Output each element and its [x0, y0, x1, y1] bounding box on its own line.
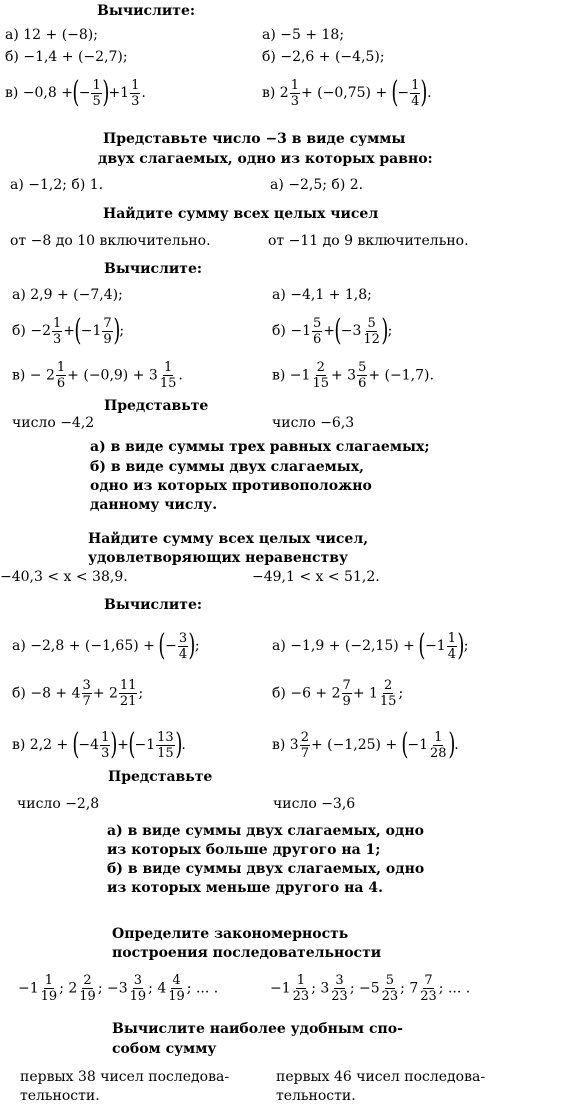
task-6-left: −40,3 < x < 38,9.	[0, 569, 128, 585]
task-10-right-line2: тельности.	[276, 1088, 356, 1104]
heading-sequence-pattern: Определите закономерность	[112, 926, 349, 942]
heading-sum-integers-2: Найдите сумму всех целых чисел,	[88, 531, 369, 547]
task-7a-right: а) −1,9 + (−2,15) + (−1 $\frac{1}{4}$ );	[272, 628, 469, 663]
task-10-left: первых 38 чисел последова-	[20, 1069, 230, 1085]
task-7b-right: б) −6 + 2 $\frac{7}{9}$ + 1 $\frac{2}{15}$ ;	[272, 678, 404, 709]
task-8-condition-b-line2: из которых меньше другого на 4.	[107, 880, 383, 896]
heading-convenient-sum-line2: собом сумму	[112, 1041, 217, 1057]
heading-calculate-2: Вычислите:	[104, 261, 203, 277]
task-4b-left: б) −2 $\frac{1}{3}$ +(−1 $\frac{7}{9}$ );	[12, 313, 125, 348]
task-7c-right: в) 3 $\frac{2}{7}$ + (−1,25) + (−1 $\frac{1}{28}$ ).	[272, 727, 459, 762]
task-5-condition-b: б) в виде суммы двух слагаемых,	[90, 459, 365, 475]
task-4a-left: а) 2,9 + (−7,4);	[12, 287, 123, 303]
heading-sum-integers-2-line2: удовлетворяющих неравенству	[88, 550, 348, 566]
task-1b-right: б) −2,6 + (−4,5);	[262, 49, 385, 65]
task-10-left-line2: тельности.	[20, 1088, 100, 1104]
heading-represent-2: Представьте	[104, 398, 209, 414]
task-1b-left: б) −1,4 + (−2,7);	[5, 49, 128, 65]
heading-calculate-3: Вычислите:	[104, 597, 203, 613]
task-1a-right: а) −5 + 18;	[262, 27, 345, 43]
heading-represent-3: Представьте	[108, 769, 213, 785]
heading-convenient-sum: Вычислите наиболее удобным спо-	[112, 1021, 403, 1037]
task-2-left: а) −1,2; б) 1.	[10, 177, 104, 193]
task-4c-right: в) −1 $\frac{2}{15}$ + 3 $\frac{5}{6}$ + (−1,7).	[272, 360, 434, 391]
task-5-left: число −4,2	[12, 415, 95, 431]
task-5-right: число −6,3	[272, 415, 355, 431]
task-7c-left: в) 2,2 + (−4 $\frac{1}{3}$ )+(−1 $\frac{13}{15}$ ).	[12, 727, 186, 762]
task-10-right: первых 46 чисел последова-	[276, 1069, 486, 1085]
task-8-condition-a: а) в виде суммы двух слагаемых, одно	[107, 823, 424, 839]
heading-sum-integers-1: Найдите сумму всех целых чисел	[103, 206, 379, 222]
task-4a-right: а) −4,1 + 1,8;	[272, 287, 372, 303]
task-7a-left: а) −2,8 + (−1,65) + (− $\frac{3}{4}$ );	[12, 628, 200, 663]
task-4c-left: в) − 2 $\frac{1}{6}$ + (−0,9) + 3 $\frac{1}{15}$ .	[12, 360, 183, 391]
task-7b-left: б) −8 + 4 $\frac{3}{7}$ + 2 $\frac{11}{21}$ ;	[12, 678, 144, 709]
task-3-left: от −8 до 10 включительно.	[10, 233, 211, 249]
heading-calculate-1: Вычислите:	[97, 3, 196, 19]
heading-represent-1-line2: двух слагаемых, одно из которых равно:	[98, 151, 433, 167]
sequence-right: −1 $\frac{1}{23}$ ; 3 $\frac{3}{23}$ ; −5 $\frac{5}{23}$ ; 7 $\frac{7}{23}$ ; ... .	[270, 973, 471, 1004]
task-8-condition-a-line2: из которых больше другого на 1;	[107, 842, 381, 858]
task-4b-right: б) −1 $\frac{5}{6}$ +(−3 $\frac{5}{12}$ );	[272, 313, 393, 348]
task-8-right: число −3,6	[273, 796, 356, 812]
task-6-right: −49,1 < x < 51,2.	[252, 569, 380, 585]
sequence-left: −1 $\frac{1}{19}$ ; 2 $\frac{2}{19}$ ; −3 $\frac{3}{19}$ ; 4 $\frac{4}{19}$ ; ... .	[18, 973, 219, 1004]
task-5-condition-b-line2: одно из которых противоположно	[90, 478, 372, 494]
task-8-condition-b: б) в виде суммы двух слагаемых, одно	[107, 861, 425, 877]
task-5-condition-a: а) в виде суммы трех равных слагаемых;	[90, 439, 430, 455]
task-5-condition-b-line3: данному числу.	[90, 497, 218, 513]
task-8-left: число −2,8	[17, 796, 100, 812]
task-2-right: а) −2,5; б) 2.	[270, 177, 364, 193]
task-1c-right: в) 2 $\frac{1}{3}$ + (−0,75) + (− $\frac{1}{4}$ ).	[262, 75, 432, 110]
task-3-right: от −11 до 9 включительно.	[268, 233, 469, 249]
task-1a-left: а) 12 + (−8);	[5, 27, 98, 43]
task-1c-left: в) −0,8 +(− $\frac{1}{5}$ )+1 $\frac{1}{3}$ .	[5, 75, 146, 110]
heading-represent-1: Представьте число −3 в виде суммы	[103, 131, 406, 147]
heading-sequence-pattern-line2: построения последовательности	[112, 945, 382, 961]
